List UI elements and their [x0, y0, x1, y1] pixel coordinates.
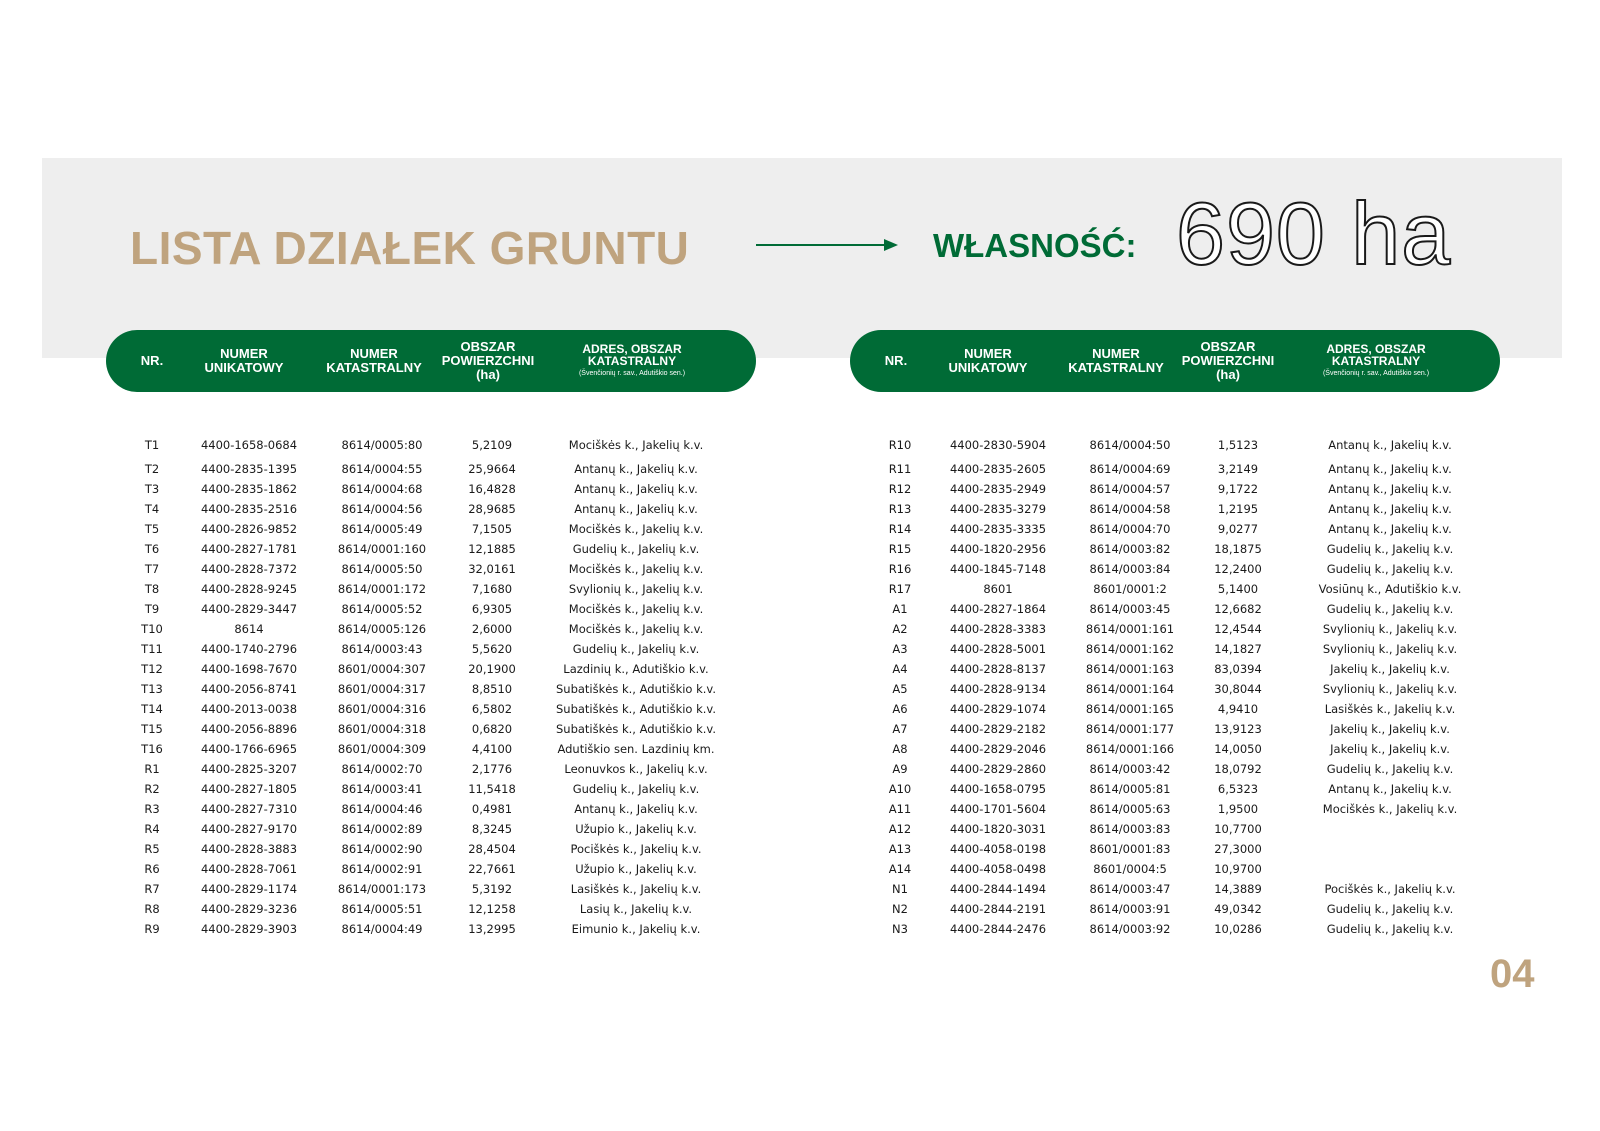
cell-katastralny: 8601/0004:309 — [337, 742, 427, 756]
cell-unikatowy: 4400-2828-9134 — [949, 682, 1047, 696]
cell-katastralny: 8601/0004:307 — [337, 662, 427, 676]
cell-katastralny: 8614/0001:163 — [1085, 662, 1175, 676]
cell-nr: T12 — [141, 662, 163, 676]
cell-nr: R13 — [888, 502, 912, 516]
cell-unikatowy: 4400-2829-2182 — [949, 722, 1047, 736]
cell-adres: Užupio k., Jakelių k.v. — [575, 822, 697, 836]
cell-nr: T11 — [141, 642, 163, 656]
cell-nr: R16 — [888, 562, 912, 576]
cell-adres: Adutiškio sen. Lazdinių km. — [557, 742, 715, 756]
cell-katastralny: 8614/0005:80 — [341, 438, 423, 452]
ownership-label: WŁASNOŚĆ: — [933, 227, 1137, 264]
cell-obszar: 5,2109 — [471, 438, 513, 452]
cell-katastralny: 8614/0001:162 — [1085, 642, 1175, 656]
cell-nr: T4 — [144, 502, 160, 516]
cell-katastralny: 8614/0002:89 — [341, 822, 423, 836]
cell-nr: A14 — [888, 862, 912, 876]
cell-katastralny: 8601/0004:318 — [337, 722, 427, 736]
cell-katastralny: 8614/0003:82 — [1089, 542, 1171, 556]
cell-katastralny: 8614/0001:177 — [1085, 722, 1175, 736]
cell-unikatowy: 4400-2835-3335 — [949, 522, 1047, 536]
cell-adres: Vosiūnų k., Adutiškio k.v. — [1318, 582, 1462, 596]
cell-nr: A10 — [888, 782, 912, 796]
cell-adres: Antanų k., Jakelių k.v. — [1328, 502, 1452, 516]
cell-adres: Antanų k., Jakelių k.v. — [574, 502, 698, 516]
cell-obszar: 25,9664 — [468, 462, 516, 476]
cell-unikatowy: 4400-2829-3236 — [200, 902, 298, 916]
cell-nr: R7 — [144, 882, 160, 896]
cell-obszar: 5,1400 — [1217, 582, 1259, 596]
cell-adres: Mociškės k., Jakelių k.v. — [568, 622, 704, 636]
cell-unikatowy: 4400-2828-8137 — [949, 662, 1047, 676]
cell-obszar: 7,1680 — [471, 582, 513, 596]
cell-adres: Pociškės k., Jakelių k.v. — [1324, 882, 1456, 896]
cell-nr: R17 — [888, 582, 912, 596]
cell-unikatowy: 4400-2828-3383 — [949, 622, 1047, 636]
cell-nr: A9 — [892, 762, 908, 776]
cell-adres: Gudelių k., Jakelių k.v. — [572, 782, 700, 796]
cell-obszar: 6,9305 — [471, 602, 513, 616]
cell-obszar: 13,9123 — [1214, 722, 1262, 736]
arrow-right-icon — [756, 238, 898, 252]
cell-obszar: 22,7661 — [468, 862, 516, 876]
cell-unikatowy: 4400-2829-1174 — [200, 882, 298, 896]
cell-katastralny: 8614/0003:84 — [1089, 562, 1171, 576]
cell-nr: T2 — [144, 462, 160, 476]
cell-unikatowy: 4400-2829-2046 — [949, 742, 1047, 756]
cell-adres: Mociškės k., Jakelių k.v. — [568, 562, 704, 576]
cell-katastralny: 8614/0005:49 — [341, 522, 423, 536]
cell-adres: Jakelių k., Jakelių k.v. — [1330, 722, 1450, 736]
cell-katastralny: 8614/0005:63 — [1089, 802, 1171, 816]
cell-nr: R4 — [144, 822, 160, 836]
cell-nr: R15 — [888, 542, 912, 556]
cell-katastralny: 8614/0004:58 — [1089, 502, 1171, 516]
cell-obszar: 0,4981 — [471, 802, 513, 816]
header-nr: NR. — [884, 353, 908, 368]
cell-unikatowy: 4400-1766-6965 — [200, 742, 298, 756]
cell-katastralny: 8614/0002:90 — [341, 842, 423, 856]
cell-unikatowy: 4400-1820-2956 — [949, 542, 1047, 556]
cell-unikatowy: 4400-2827-1781 — [200, 542, 298, 556]
cell-katastralny: 8601/0004:316 — [337, 702, 427, 716]
cell-nr: T5 — [144, 522, 160, 536]
cell-nr: T3 — [144, 482, 160, 496]
cell-nr: R6 — [144, 862, 160, 876]
cell-nr: R2 — [144, 782, 160, 796]
cell-nr: A4 — [892, 662, 908, 676]
cell-adres: Gudelių k., Jakelių k.v. — [572, 642, 700, 656]
cell-adres: Subatiškės k., Adutiškio k.v. — [555, 682, 717, 696]
cell-adres: Jakelių k., Jakelių k.v. — [1330, 742, 1450, 756]
cell-katastralny: 8614/0005:50 — [341, 562, 423, 576]
cell-obszar: 28,4504 — [468, 842, 516, 856]
cell-adres: Gudelių k., Jakelių k.v. — [1326, 542, 1454, 556]
cell-unikatowy: 8614 — [234, 622, 264, 636]
cell-nr: N2 — [892, 902, 908, 916]
cell-nr: R11 — [888, 462, 912, 476]
cell-adres: Mociškės k., Jakelių k.v. — [568, 602, 704, 616]
cell-adres: Jakelių k., Jakelių k.v. — [1330, 662, 1450, 676]
table-header-left — [106, 330, 756, 392]
cell-katastralny: 8614/0004:50 — [1089, 438, 1171, 452]
cell-katastralny: 8614/0004:69 — [1089, 462, 1171, 476]
cell-unikatowy: 4400-1740-2796 — [200, 642, 298, 656]
header-katastralny: NUMER KATASTRALNY — [326, 346, 422, 375]
cell-obszar: 5,3192 — [471, 882, 513, 896]
cell-nr: A1 — [892, 602, 908, 616]
cell-obszar: 4,4100 — [471, 742, 513, 756]
cell-adres: Gudelių k., Jakelių k.v. — [1326, 562, 1454, 576]
cell-unikatowy: 4400-2828-7061 — [200, 862, 298, 876]
ownership-value: 690 ha — [1176, 184, 1452, 283]
cell-obszar: 1,2195 — [1217, 502, 1259, 516]
cell-obszar: 14,0050 — [1214, 742, 1262, 756]
cell-adres: Gudelių k., Jakelių k.v. — [572, 542, 700, 556]
cell-obszar: 10,7700 — [1214, 822, 1262, 836]
cell-obszar: 18,1875 — [1214, 542, 1262, 556]
header-unikatowy: NUMER UNIKATOWY — [204, 346, 284, 375]
cell-nr: T14 — [141, 702, 163, 716]
cell-obszar: 28,9685 — [468, 502, 516, 516]
cell-unikatowy: 4400-1820-3031 — [949, 822, 1047, 836]
cell-nr: A3 — [892, 642, 908, 656]
cell-unikatowy: 4400-4058-0198 — [949, 842, 1047, 856]
cell-katastralny: 8614/0003:83 — [1089, 822, 1171, 836]
cell-obszar: 9,1722 — [1217, 482, 1259, 496]
cell-unikatowy: 4400-2829-3447 — [200, 602, 298, 616]
cell-unikatowy: 4400-2825-3207 — [200, 762, 298, 776]
cell-unikatowy: 4400-1698-7670 — [200, 662, 298, 676]
cell-obszar: 20,1900 — [468, 662, 516, 676]
cell-obszar: 14,3889 — [1214, 882, 1262, 896]
header-adres: ADRES, OBSZAR KATASTRALNY (Švenčionių r. sav., Adutiškio sen.) — [578, 342, 686, 377]
cell-obszar: 6,5323 — [1217, 782, 1259, 796]
cell-obszar: 7,1505 — [471, 522, 513, 536]
cell-katastralny: 8614/0005:52 — [341, 602, 423, 616]
cell-katastralny: 8614/0005:81 — [1089, 782, 1171, 796]
cell-unikatowy: 4400-2056-8741 — [200, 682, 298, 696]
cell-katastralny: 8614/0004:46 — [341, 802, 423, 816]
cell-katastralny: 8614/0005:51 — [341, 902, 423, 916]
cell-nr: R3 — [144, 802, 160, 816]
cell-obszar: 0,6820 — [471, 722, 513, 736]
cell-nr: N1 — [892, 882, 908, 896]
cell-obszar: 10,9700 — [1214, 862, 1262, 876]
cell-nr: T9 — [144, 602, 160, 616]
cell-katastralny: 8614/0003:92 — [1089, 922, 1171, 936]
cell-katastralny: 8614/0001:160 — [337, 542, 427, 556]
cell-katastralny: 8614/0001:161 — [1085, 622, 1175, 636]
cell-adres: Pociškės k., Jakelių k.v. — [570, 842, 702, 856]
cell-adres: Lasių k., Jakelių k.v. — [579, 902, 693, 916]
cell-unikatowy: 4400-2835-2949 — [949, 482, 1047, 496]
cell-nr: R5 — [144, 842, 160, 856]
cell-adres: Lasiškės k., Jakelių k.v. — [1324, 702, 1456, 716]
cell-nr: T1 — [144, 438, 160, 452]
cell-nr: N3 — [892, 922, 908, 936]
cell-adres: Antanų k., Jakelių k.v. — [1328, 482, 1452, 496]
cell-nr: R1 — [144, 762, 160, 776]
cell-obszar: 16,4828 — [468, 482, 516, 496]
cell-obszar: 1,9500 — [1217, 802, 1259, 816]
cell-unikatowy: 4400-2828-3883 — [200, 842, 298, 856]
cell-unikatowy: 4400-2835-2605 — [949, 462, 1047, 476]
cell-adres: Gudelių k., Jakelių k.v. — [1326, 762, 1454, 776]
cell-adres: Mociškės k., Jakelių k.v. — [568, 438, 704, 452]
cell-adres: Subatiškės k., Adutiškio k.v. — [555, 702, 717, 716]
cell-nr: A11 — [888, 802, 912, 816]
cell-obszar: 12,6682 — [1214, 602, 1262, 616]
header-nr: NR. — [140, 353, 164, 368]
cell-unikatowy: 4400-1658-0684 — [200, 438, 298, 452]
cell-nr: R9 — [144, 922, 160, 936]
cell-unikatowy: 4400-2835-1395 — [200, 462, 298, 476]
cell-obszar: 9,0277 — [1217, 522, 1259, 536]
cell-katastralny: 8614/0003:91 — [1089, 902, 1171, 916]
cell-nr: A5 — [892, 682, 908, 696]
cell-obszar: 8,8510 — [471, 682, 513, 696]
header-adres: ADRES, OBSZAR KATASTRALNY (Švenčionių r. sav., Adutiškio sen.) — [1322, 342, 1430, 377]
cell-unikatowy: 4400-2827-7310 — [200, 802, 298, 816]
cell-katastralny: 8614/0004:55 — [341, 462, 423, 476]
cell-katastralny: 8614/0003:41 — [341, 782, 423, 796]
cell-obszar: 1,5123 — [1217, 438, 1259, 452]
cell-katastralny: 8614/0004:57 — [1089, 482, 1171, 496]
header-obszar: OBSZAR POWIERZCHNI (ha) — [1181, 339, 1275, 382]
cell-adres: Svylionių k., Jakelių k.v. — [1322, 622, 1458, 636]
cell-unikatowy: 4400-2826-9852 — [200, 522, 298, 536]
cell-unikatowy: 4400-1701-5604 — [949, 802, 1047, 816]
cell-katastralny: 8614/0001:172 — [337, 582, 427, 596]
cell-katastralny: 8601/0001:83 — [1089, 842, 1171, 856]
cell-nr: A7 — [892, 722, 908, 736]
cell-nr: T6 — [144, 542, 160, 556]
cell-obszar: 18,0792 — [1214, 762, 1262, 776]
cell-katastralny: 8601/0004:317 — [337, 682, 427, 696]
cell-katastralny: 8614/0003:43 — [341, 642, 423, 656]
cell-adres: Antanų k., Jakelių k.v. — [1328, 522, 1452, 536]
cell-nr: A12 — [888, 822, 912, 836]
cell-unikatowy: 4400-2844-1494 — [949, 882, 1047, 896]
cell-obszar: 49,0342 — [1214, 902, 1262, 916]
cell-unikatowy: 4400-2844-2191 — [949, 902, 1047, 916]
cell-nr: R8 — [144, 902, 160, 916]
cell-obszar: 13,2995 — [468, 922, 516, 936]
cell-obszar: 83,0394 — [1214, 662, 1262, 676]
cell-obszar: 12,1258 — [468, 902, 516, 916]
cell-katastralny: 8614/0001:173 — [337, 882, 427, 896]
cell-katastralny: 8614/0004:56 — [341, 502, 423, 516]
header-obszar: OBSZAR POWIERZCHNI (ha) — [441, 339, 535, 382]
cell-unikatowy: 4400-2056-8896 — [200, 722, 298, 736]
cell-obszar: 10,0286 — [1214, 922, 1262, 936]
cell-katastralny: 8614/0004:49 — [341, 922, 423, 936]
cell-nr: T13 — [141, 682, 163, 696]
page-number: 04 — [1490, 952, 1535, 996]
cell-unikatowy: 8601 — [983, 582, 1013, 596]
cell-katastralny: 8614/0001:165 — [1085, 702, 1175, 716]
cell-obszar: 2,6000 — [471, 622, 513, 636]
cell-adres: Leonuvkos k., Jakelių k.v. — [564, 762, 708, 776]
cell-nr: A6 — [892, 702, 908, 716]
cell-unikatowy: 4400-2829-1074 — [949, 702, 1047, 716]
cell-unikatowy: 4400-2829-3903 — [200, 922, 298, 936]
cell-katastralny: 8614/0001:164 — [1085, 682, 1175, 696]
cell-unikatowy: 4400-2827-1805 — [200, 782, 298, 796]
cell-unikatowy: 4400-2013-0038 — [200, 702, 298, 716]
cell-adres: Svylionių k., Jakelių k.v. — [568, 582, 704, 596]
cell-obszar: 30,8044 — [1214, 682, 1262, 696]
cell-unikatowy: 4400-2829-2860 — [949, 762, 1047, 776]
cell-nr: A13 — [888, 842, 912, 856]
cell-nr: T16 — [141, 742, 163, 756]
cell-adres: Užupio k., Jakelių k.v. — [575, 862, 697, 876]
cell-unikatowy: 4400-2828-5001 — [949, 642, 1047, 656]
cell-katastralny: 8614/0003:42 — [1089, 762, 1171, 776]
cell-katastralny: 8614/0001:166 — [1085, 742, 1175, 756]
cell-adres: Gudelių k., Jakelių k.v. — [1326, 902, 1454, 916]
cell-nr: T10 — [141, 622, 163, 636]
cell-obszar: 6,5802 — [471, 702, 513, 716]
cell-adres: Gudelių k., Jakelių k.v. — [1326, 922, 1454, 936]
cell-katastralny: 8614/0004:70 — [1089, 522, 1171, 536]
cell-katastralny: 8601/0001:2 — [1093, 582, 1167, 596]
page-title: LISTA DZIAŁEK GRUNTU — [130, 222, 690, 274]
cell-adres: Antanų k., Jakelių k.v. — [574, 802, 698, 816]
table-header-right — [850, 330, 1500, 392]
cell-adres: Svylionių k., Jakelių k.v. — [1322, 682, 1458, 696]
cell-adres: Antanų k., Jakelių k.v. — [574, 482, 698, 496]
cell-nr: A2 — [892, 622, 908, 636]
cell-katastralny: 8614/0002:70 — [341, 762, 423, 776]
cell-unikatowy: 4400-2844-2476 — [949, 922, 1047, 936]
cell-obszar: 27,3000 — [1214, 842, 1262, 856]
cell-obszar: 3,2149 — [1217, 462, 1259, 476]
cell-adres: Antanų k., Jakelių k.v. — [574, 462, 698, 476]
cell-obszar: 4,9410 — [1217, 702, 1259, 716]
cell-adres: Mociškės k., Jakelių k.v. — [1322, 802, 1458, 816]
cell-adres: Antanų k., Jakelių k.v. — [1328, 438, 1452, 452]
cell-unikatowy: 4400-1845-7148 — [949, 562, 1047, 576]
cell-unikatowy: 4400-2828-9245 — [200, 582, 298, 596]
cell-katastralny: 8614/0005:126 — [337, 622, 427, 636]
header-unikatowy: NUMER UNIKATOWY — [948, 346, 1028, 375]
cell-unikatowy: 4400-2835-2516 — [200, 502, 298, 516]
cell-adres: Antanų k., Jakelių k.v. — [1328, 462, 1452, 476]
cell-adres: Eimunio k., Jakelių k.v. — [571, 922, 701, 936]
cell-adres: Subatiškės k., Adutiškio k.v. — [555, 722, 717, 736]
cell-obszar: 12,4544 — [1214, 622, 1262, 636]
cell-katastralny: 8614/0003:47 — [1089, 882, 1171, 896]
cell-unikatowy: 4400-2827-1864 — [949, 602, 1047, 616]
cell-obszar: 12,1885 — [468, 542, 516, 556]
cell-unikatowy: 4400-2835-1862 — [200, 482, 298, 496]
cell-obszar: 32,0161 — [468, 562, 516, 576]
cell-obszar: 8,3245 — [471, 822, 513, 836]
cell-adres: Svylionių k., Jakelių k.v. — [1322, 642, 1458, 656]
cell-katastralny: 8601/0004:5 — [1093, 862, 1167, 876]
cell-obszar: 14,1827 — [1214, 642, 1262, 656]
cell-nr: T7 — [144, 562, 160, 576]
cell-katastralny: 8614/0004:68 — [341, 482, 423, 496]
cell-katastralny: 8614/0003:45 — [1089, 602, 1171, 616]
cell-unikatowy: 4400-2830-5904 — [949, 438, 1047, 452]
cell-adres: Antanų k., Jakelių k.v. — [1328, 782, 1452, 796]
cell-obszar: 11,5418 — [468, 782, 516, 796]
cell-katastralny: 8614/0002:91 — [341, 862, 423, 876]
cell-unikatowy: 4400-2827-9170 — [200, 822, 298, 836]
cell-nr: R14 — [888, 522, 912, 536]
cell-adres: Lasiškės k., Jakelių k.v. — [570, 882, 702, 896]
cell-adres: Lazdinių k., Adutiškio k.v. — [563, 662, 709, 676]
cell-nr: R10 — [888, 438, 912, 452]
cell-nr: T8 — [144, 582, 160, 596]
cell-unikatowy: 4400-2835-3279 — [949, 502, 1047, 516]
cell-obszar: 5,5620 — [471, 642, 513, 656]
cell-obszar: 2,1776 — [471, 762, 513, 776]
cell-unikatowy: 4400-4058-0498 — [949, 862, 1047, 876]
cell-obszar: 12,2400 — [1214, 562, 1262, 576]
cell-adres: Gudelių k., Jakelių k.v. — [1326, 602, 1454, 616]
cell-nr: T15 — [141, 722, 163, 736]
cell-adres: Mociškės k., Jakelių k.v. — [568, 522, 704, 536]
header-katastralny: NUMER KATASTRALNY — [1068, 346, 1164, 375]
cell-unikatowy: 4400-1658-0795 — [949, 782, 1047, 796]
cell-nr: R12 — [888, 482, 912, 496]
cell-nr: A8 — [892, 742, 908, 756]
cell-unikatowy: 4400-2828-7372 — [200, 562, 298, 576]
